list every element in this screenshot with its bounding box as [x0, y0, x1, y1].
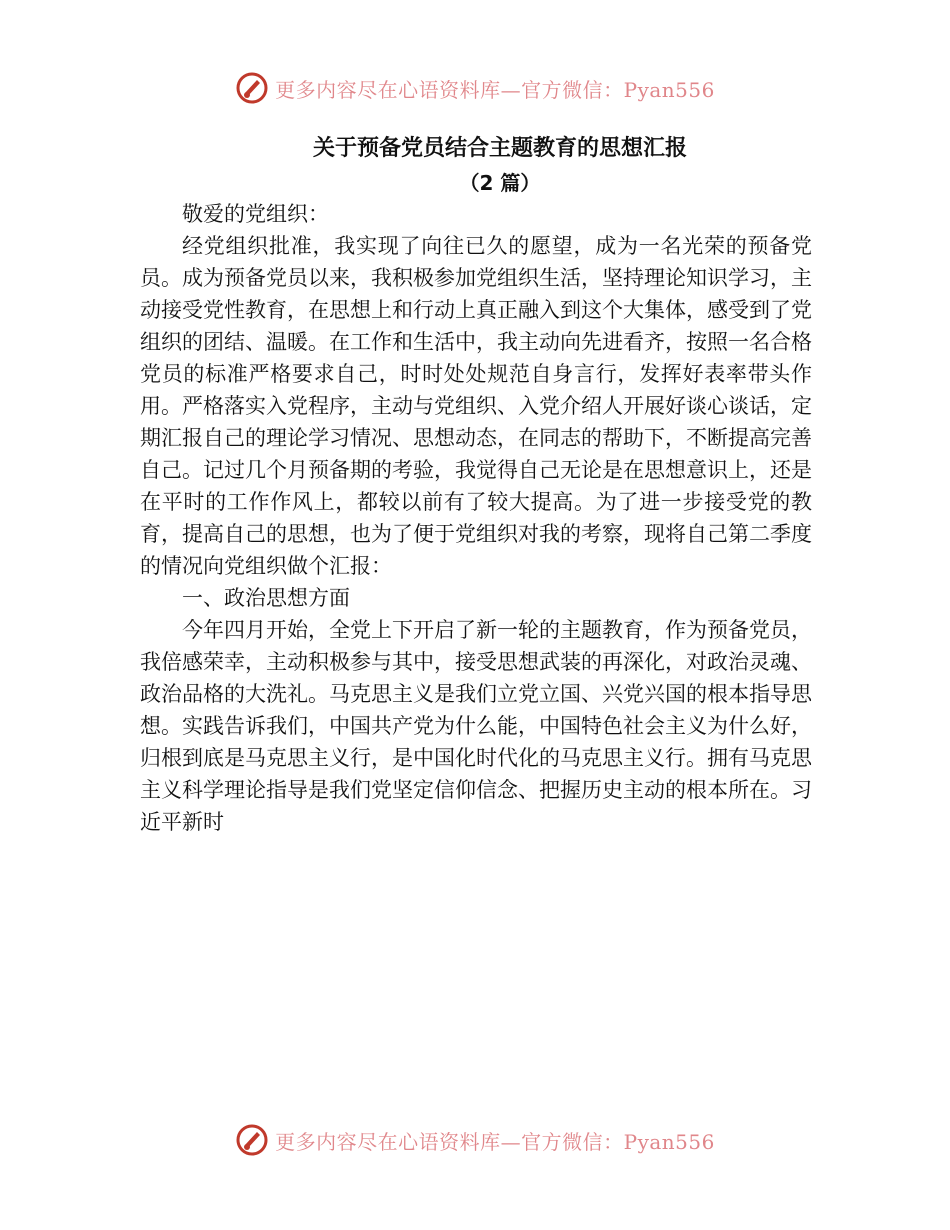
document-title: 关于预备党员结合主题教育的思想汇报	[312, 136, 687, 161]
footer-watermark-banner	[0, 1120, 950, 1160]
logo-icon	[235, 1123, 269, 1157]
logo-icon	[235, 71, 269, 105]
document-body	[140, 198, 812, 838]
body-paragraph: 经党组织批准，我实现了向往已久的愿望，成为一名光荣的预备党员。成为预备党员以来，我积极参加党组织生活，坚持理论知识学习，主动接受党性教育，在思想上和行动上真正融入到这个大集体，感受到了党组织的团结、温暖。在工作和生活中，我主动向先进看齐，按照一名合格党员的标准严格要求自己，时时处处规范自身言行，发挥好表率带头作用。严格落实入党程序，主动与党组织、入党介绍人开展好谈心谈话，定期汇报自己的理论学习情况、思想动态，在同志的帮助下，不断提高完善自己。记过几个月预备期的考验，我觉得自己无论是在思想意识上，还是在平时的工作作风上，都较以前有了较大提高。为了进一步接受党的教育，提高自己的思想，也为了便于党组织对我的考察，现将自己第二季度的情况向党组织做个汇报：	[140, 234, 812, 578]
document-subtitle: （2 篇）	[459, 171, 541, 195]
section-heading: 一、政治思想方面	[182, 586, 350, 610]
salutation: 敬爱的党组织：	[182, 202, 329, 226]
section-paragraph: 今年四月开始，全党上下开启了新一轮的主题教育，作为预备党员，我倍感荣幸，主动积极参与其中，接受思想武装的再深化，对政治灵魂、政治品格的大洗礼。马克思主义是我们立党立国、兴党兴国的根本指导思想。实践告诉我们，中国共产党为什么能，中国特色社会主义为什么好，归根到底是马克思主义行，是中国化时代化的马克思主义行。拥有马克思主义科学理论指导是我们党坚定信仰信念、把握历史主动的根本所在。习近平新时	[140, 618, 812, 834]
watermark-text: 更多内容尽在心语资料库—官方微信：Pyan556	[275, 77, 715, 102]
watermark-text: 更多内容尽在心语资料库—官方微信：Pyan556	[275, 1129, 715, 1154]
header-watermark-banner	[0, 68, 950, 108]
